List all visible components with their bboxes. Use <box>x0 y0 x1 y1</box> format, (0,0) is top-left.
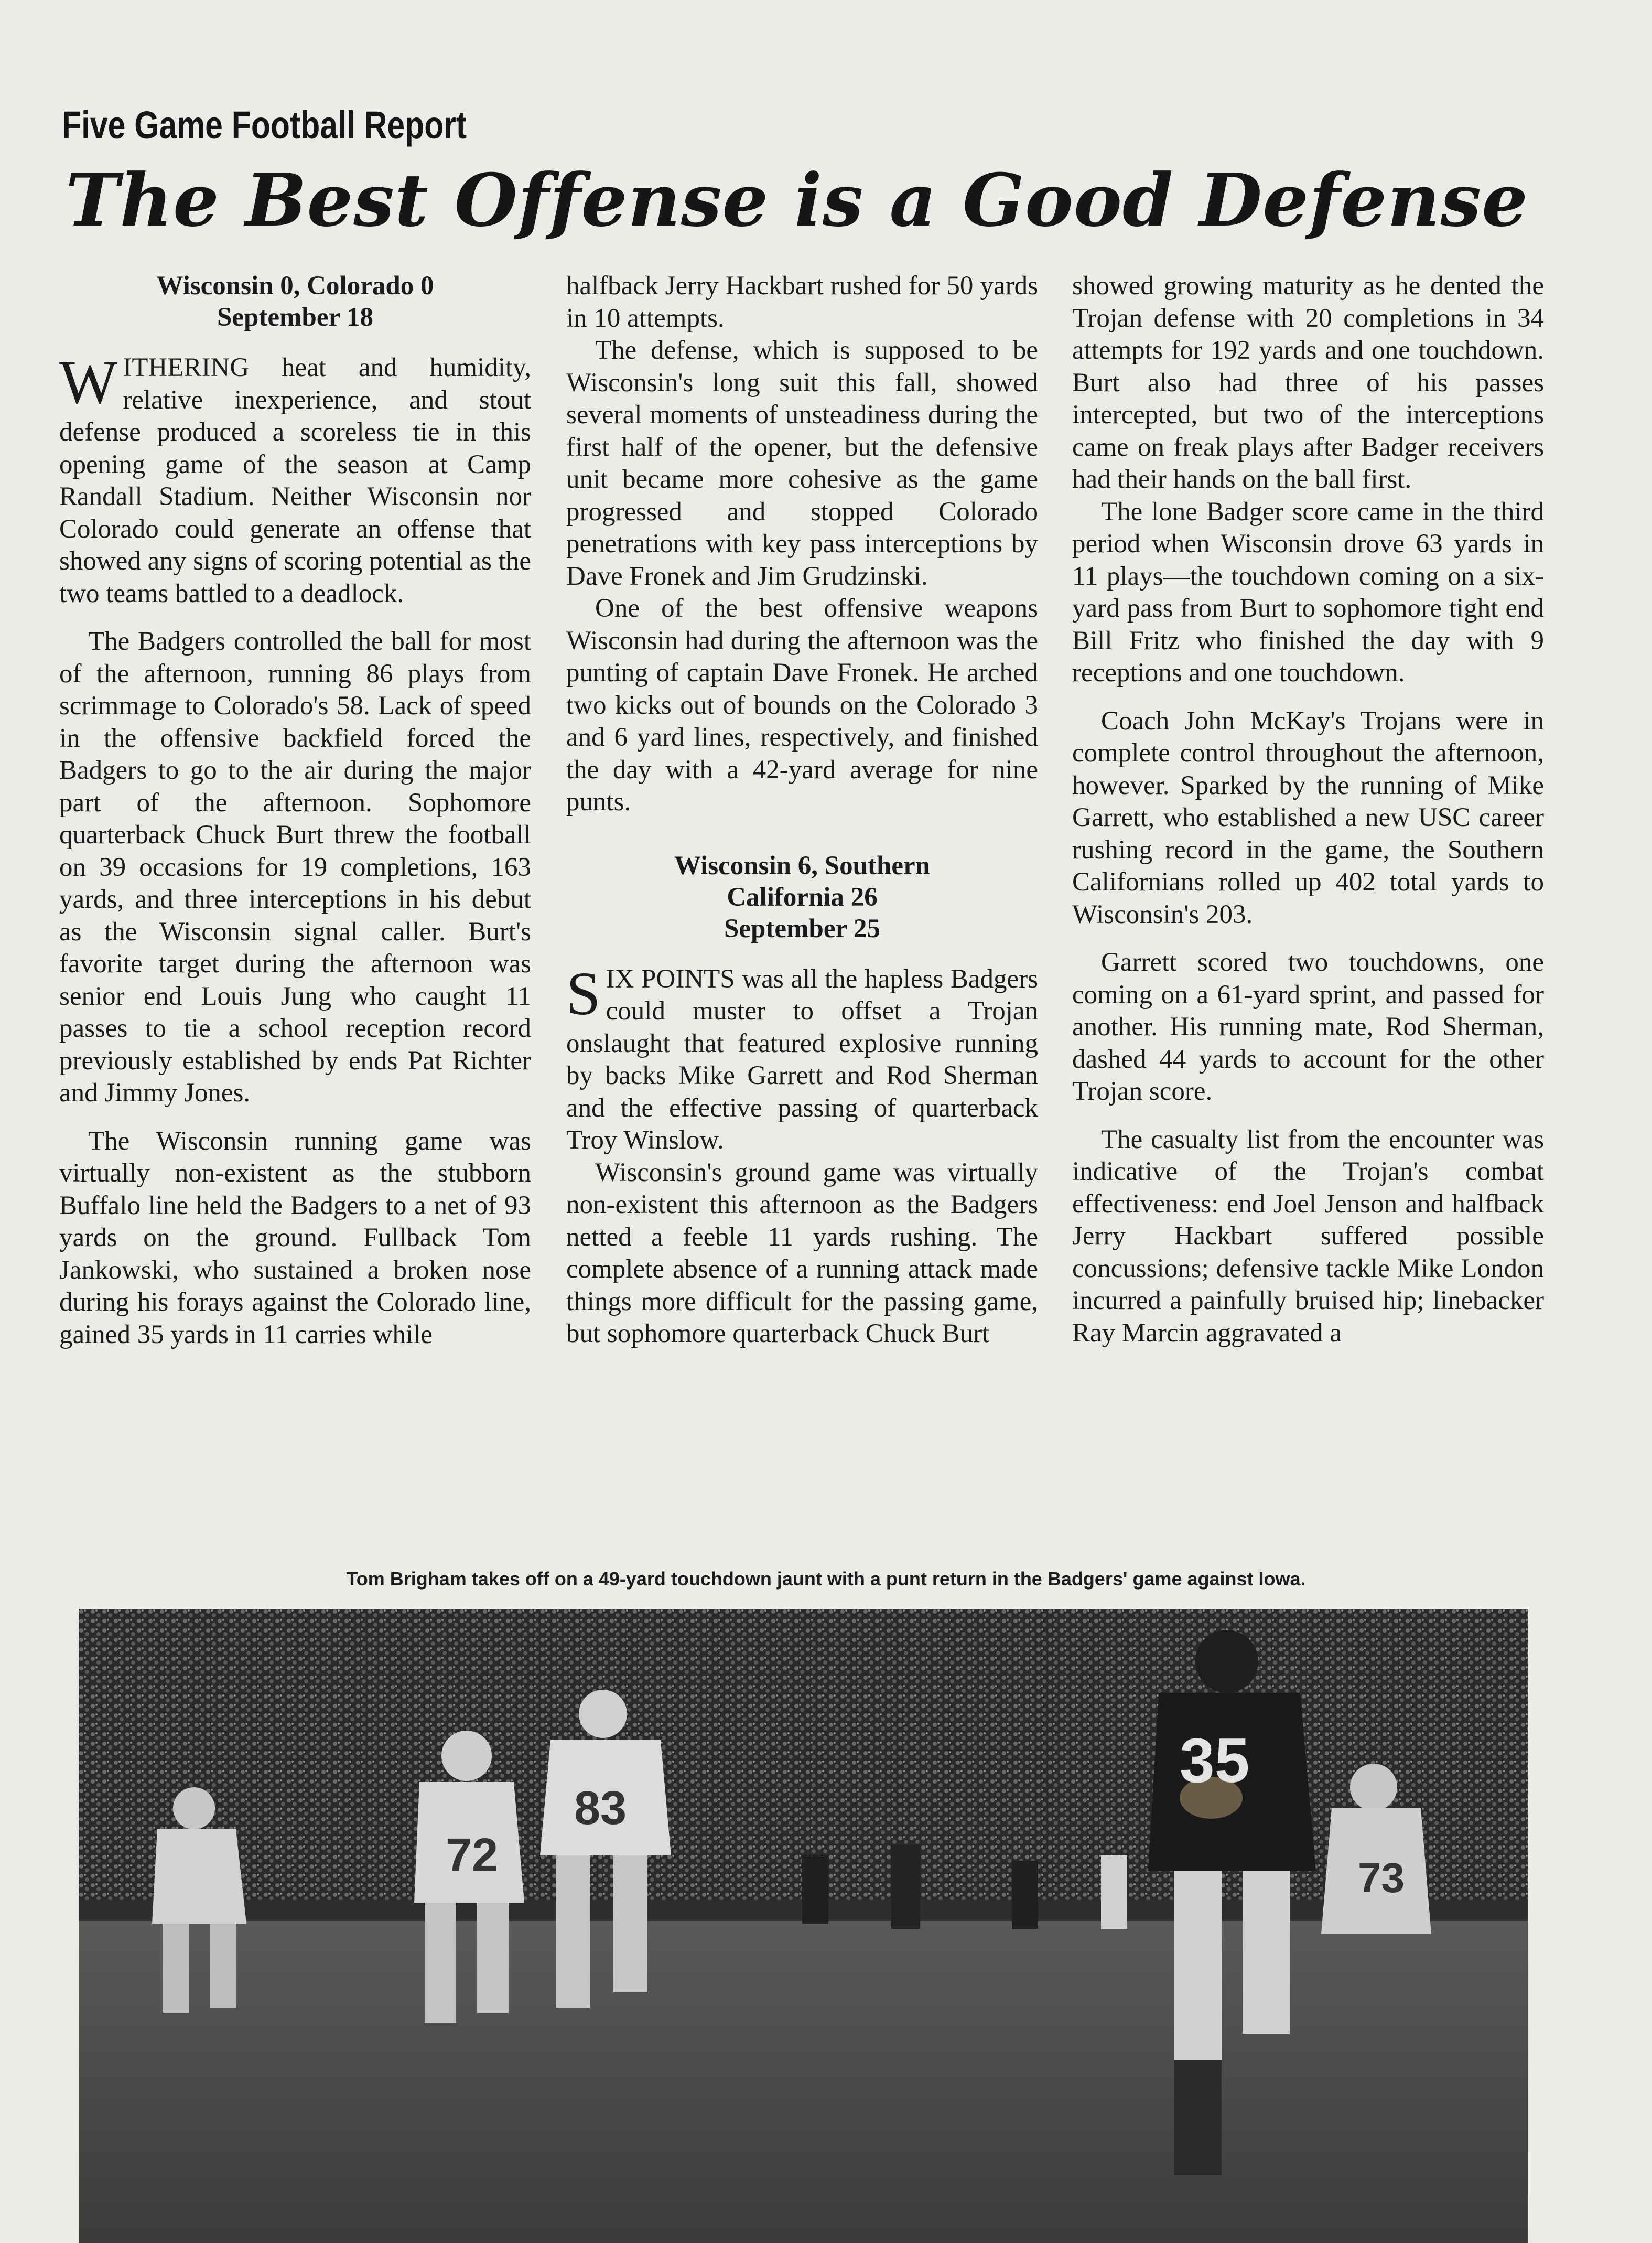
game1-title-line1: Wisconsin 0, Colorado 0 <box>156 271 434 301</box>
game2-title-line3: September 25 <box>724 914 880 943</box>
jersey-83-label: 83 <box>574 1782 627 1834</box>
game2-paragraph-5: Coach John McKay's Trojans were in complete control throughout the afternoon, however. Sparked by the running of Mike Garrett, who established a new USC career rushing record in the game, the Southern Californians rolled up 402 total yards to Wisconsin's 203. <box>1072 706 1544 929</box>
section-kicker: Five Game Football Report <box>62 103 467 147</box>
playing-field <box>79 1903 1528 2243</box>
drop-cap: S <box>566 959 601 1028</box>
game2-paragraph-2: Wisconsin's ground game was virtually non-existent this afternoon as the Badgers netted a feeble 11 yards rushing. The complete absence of a running attack made things more difficult for the passing game, but sophomore quarterback Chuck Burt <box>566 1157 1038 1348</box>
football-photo <box>79 1609 1528 2243</box>
game1-paragraph-6: One of the best offensive weapons Wisconsin had during the afternoon was the punting of captain Dave Fronek. He arched two kicks out of bounds on the Colorado 3 and 6 yard lines, respectively, and finished the day with a 42-yard average for nine punts. <box>566 594 1038 817</box>
game2-title-line1: Wisconsin 6, Southern <box>674 851 930 881</box>
game1-paragraph-2: The Badgers controlled the ball for most of the afternoon, running 86 plays from scrimmage to Colorado's 58. Lack of speed in the offensive backfield forced the Badgers to go to the air during the major part of the afternoon. Sophomore quarterback Chuck Burt threw the football on 39 occasions for 19 completions, 163 yards, and three interceptions in his debut as the Wisconsin signal caller. Burt's favorite target during the afternoon was senior end Louis Jung who caught 11 passes to tie a school reception record previously established by ends Pat Richter and Jimmy Jones. <box>59 627 531 1108</box>
game2-paragraph-6: Garrett scored two touchdowns, one coming on a 61-yard sprint, and passed for another. His running mate, Rod Sherman, dashed 44 yards to account for the other Trojan score. <box>1072 948 1544 1106</box>
game1-title-line2: September 18 <box>217 303 373 332</box>
text-column-1 <box>59 270 531 1542</box>
game2-paragraph-7: The casualty list from the encounter was indicative of the Trojan's combat effectiveness: end Joel Jenson and halfback Jerry Hackbart suffered possible concussions; defensive tackle Mike London incurred a painfully bruised hip; linebacker Ray Marcin aggravated a <box>1072 1124 1544 1348</box>
game2-paragraph-3: showed growing maturity as he dented the Trojan defense with 20 completions in 34 attempts for 192 yards and one touchdown. Burt also had three of his passes intercepted, but two of the interceptions came on freak plays after Badger receivers had their hands on the ball first. <box>1072 271 1544 494</box>
photo-caption: Tom Brigham takes off on a 49-yard touchdown jaunt with a punt return in the Badgers' game against Iowa. <box>346 1568 1306 1590</box>
game2-paragraph-4: The lone Badger score came in the third period when Wisconsin drove 63 yards in 11 plays—the touchdown coming on a six-yard pass from Burt to sophomore tight end Bill Fritz who finished the day with 9 receptions and one touchdown. <box>1072 497 1544 688</box>
jersey-73-label: 73 <box>1358 1854 1405 1901</box>
jersey-35-label: 35 <box>1180 1725 1250 1796</box>
text-column-2 <box>566 270 1038 1542</box>
game1-paragraph-4: halfback Jerry Hackbart rushed for 50 yards in 10 attempts. <box>566 271 1038 333</box>
game1-paragraph-1-text: ITHERING heat and humidity, relative inexperience, and stout defense produced a scoreless tie in this opening game of the season at Camp Randall Stadium. Neither Wisconsin nor Colorado could generate an offense that showed any signs of scoring potential as the two teams battled to a deadlock. <box>59 353 531 608</box>
jersey-72-label: 72 <box>446 1829 499 1882</box>
page-headline: The Best Offense is a Good Defense <box>66 157 1528 243</box>
game1-paragraph-1 <box>59 348 531 610</box>
game2-paragraph-1 <box>566 959 1038 1157</box>
text-column-3 <box>1072 270 1544 1542</box>
football-photo-illustration <box>79 1609 1528 2243</box>
drop-cap: W <box>59 348 118 416</box>
game2-title-line2: California 26 <box>727 882 878 912</box>
game1-paragraph-3: The Wisconsin running game was virtually non-existent as the stubborn Buffalo line held the Badgers to a net of 93 yards on the ground. Fullback Tom Jankowski, who sustained a broken nose during his forays against the Colorado line, gained 35 yards in 11 carries while <box>59 1126 531 1349</box>
game1-paragraph-5: The defense, which is supposed to be Wisconsin's long suit this fall, showed several moments of unsteadiness during the first half of the opener, but the defensive unit became more cohesive as the game progressed and stopped Colorado penetrations with key pass interceptions by Dave Fronek and Jim Grudzinski. <box>566 336 1038 591</box>
game2-paragraph-1-text: IX POINTS was all the hapless Badgers could muster to offset a Trojan onslaught that featured explosive running by backs Mike Garrett and Rod Sherman and the effective passing of quarterback Troy Winslow. <box>566 964 1038 1155</box>
